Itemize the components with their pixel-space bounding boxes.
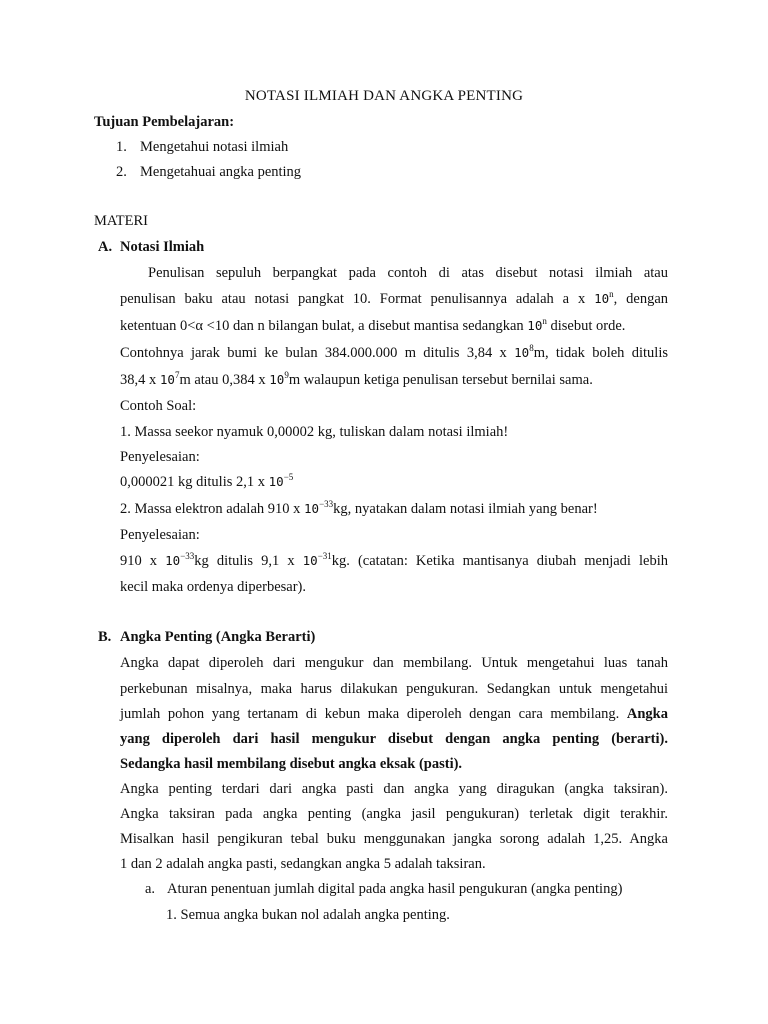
- paragraph-line: penulisan baku atau notasi pangkat 10. Format penulisannya adalah a x 10$^n$, dengan: [120, 289, 669, 307]
- question-2: 2. Massa elektron adalah 910 x $10^{-33}kg$, nyatakan dalam notasi ilmiah yang benar!: [120, 499, 598, 517]
- solution-label: Penyelesaian:: [120, 527, 200, 543]
- section-b-heading: [98, 629, 315, 646]
- answer-2: 910 x $10^{-33}kg$ ditulis 9,1 x $10^{-31}kg$. (catatan: Ketika mantisanya diubah menjadi lebih: [120, 551, 669, 569]
- paragraph-line: Angka penting terdari dari angka pasti dan angka yang diragukan (angka taksiran).: [120, 781, 668, 797]
- tujuan-item: [116, 164, 301, 181]
- paragraph-line: Contohnya jarak bumi ke bulan 384.000.000 m ditulis 3,84 x $10^8m$, tidak boleh ditulis: [120, 343, 668, 361]
- paragraph-line: Misalkan hasil pengikuran tebal buku menggunakan jangka sorong adalah 1,25. Angka: [120, 831, 668, 847]
- paragraph-line: Angka taksiran pada angka penting (angka jasil pengukuran) terletak digit terakhir.: [120, 806, 668, 822]
- question-1: 1. Massa seekor nyamuk 0,00002 kg, tuliskan dalam notasi ilmiah!: [120, 424, 509, 440]
- rule-1: 1. Semua angka bukan nol adalah angka penting.: [166, 907, 450, 923]
- sub-item-marker: a.: [145, 881, 156, 897]
- section-a-marker: A.: [98, 239, 113, 255]
- paragraph-line: Penulisan sepuluh berpangkat pada contoh di atas disebut notasi ilmiah atau: [148, 265, 668, 281]
- paragraph-line: yang diperoleh dari hasil mengukur disebut dengan angka penting (berarti).: [120, 731, 668, 747]
- paragraph-line: ketentuan 0<α <10 dan n bilangan bulat, a disebut mantisa sedangkan 10$^n$ disebut orde.: [120, 316, 626, 334]
- paragraph-line: Sedangka hasil membilang disebut angka eksak (pasti).: [120, 756, 463, 772]
- tujuan-item: [116, 139, 288, 156]
- solution-label: Penyelesaian:: [120, 449, 200, 465]
- tujuan-item-number: 1.: [116, 139, 127, 155]
- materi-heading: MATERI: [94, 213, 148, 229]
- sub-item-a: [145, 881, 622, 898]
- paragraph-line: Angka dapat diperoleh dari mengukur dan membilang. Untuk mengetahui luas tanah: [120, 655, 668, 671]
- section-a-heading: [98, 239, 204, 256]
- answer-2-continued: kecil maka ordenya diperbesar).: [120, 579, 306, 595]
- section-b-marker: B.: [98, 629, 112, 645]
- tujuan-item-text: Mengetahui notasi ilmiah: [140, 139, 289, 155]
- paragraph-line: perkebunan misalnya, maka harus dilakukan pengukuran. Sedangkan untuk mengetahui: [120, 681, 668, 697]
- paragraph-line: jumlah pohon yang tertanam di kebun maka diperoleh dengan cara membilang. Angka: [120, 706, 668, 722]
- section-b-title: Angka Penting (Angka Berarti): [120, 629, 316, 645]
- page-title: NOTASI ILMIAH DAN ANGKA PENTING: [244, 88, 524, 104]
- answer-1: 0,000021 kg ditulis 2,1 x $10^{-5}$: [120, 472, 294, 490]
- sub-item-text: Aturan penentuan jumlah digital pada angka hasil pengukuran (angka penting): [167, 881, 623, 897]
- tujuan-item-text: Mengetahuai angka penting: [140, 164, 302, 180]
- contoh-soal-label: Contoh Soal:: [120, 398, 197, 414]
- paragraph-line: 38,4 x $10^7m$ atau 0,384 x $10^9m$ walaupun ketiga penulisan tersebut bernilai sama.: [120, 370, 593, 388]
- tujuan-heading: Tujuan Pembelajaran:: [94, 114, 235, 130]
- tujuan-item-number: 2.: [116, 164, 127, 180]
- section-a-title: Notasi Ilmiah: [120, 239, 205, 255]
- paragraph-line: 1 dan 2 adalah angka pasti, sedangkan angka 5 adalah taksiran.: [120, 856, 486, 872]
